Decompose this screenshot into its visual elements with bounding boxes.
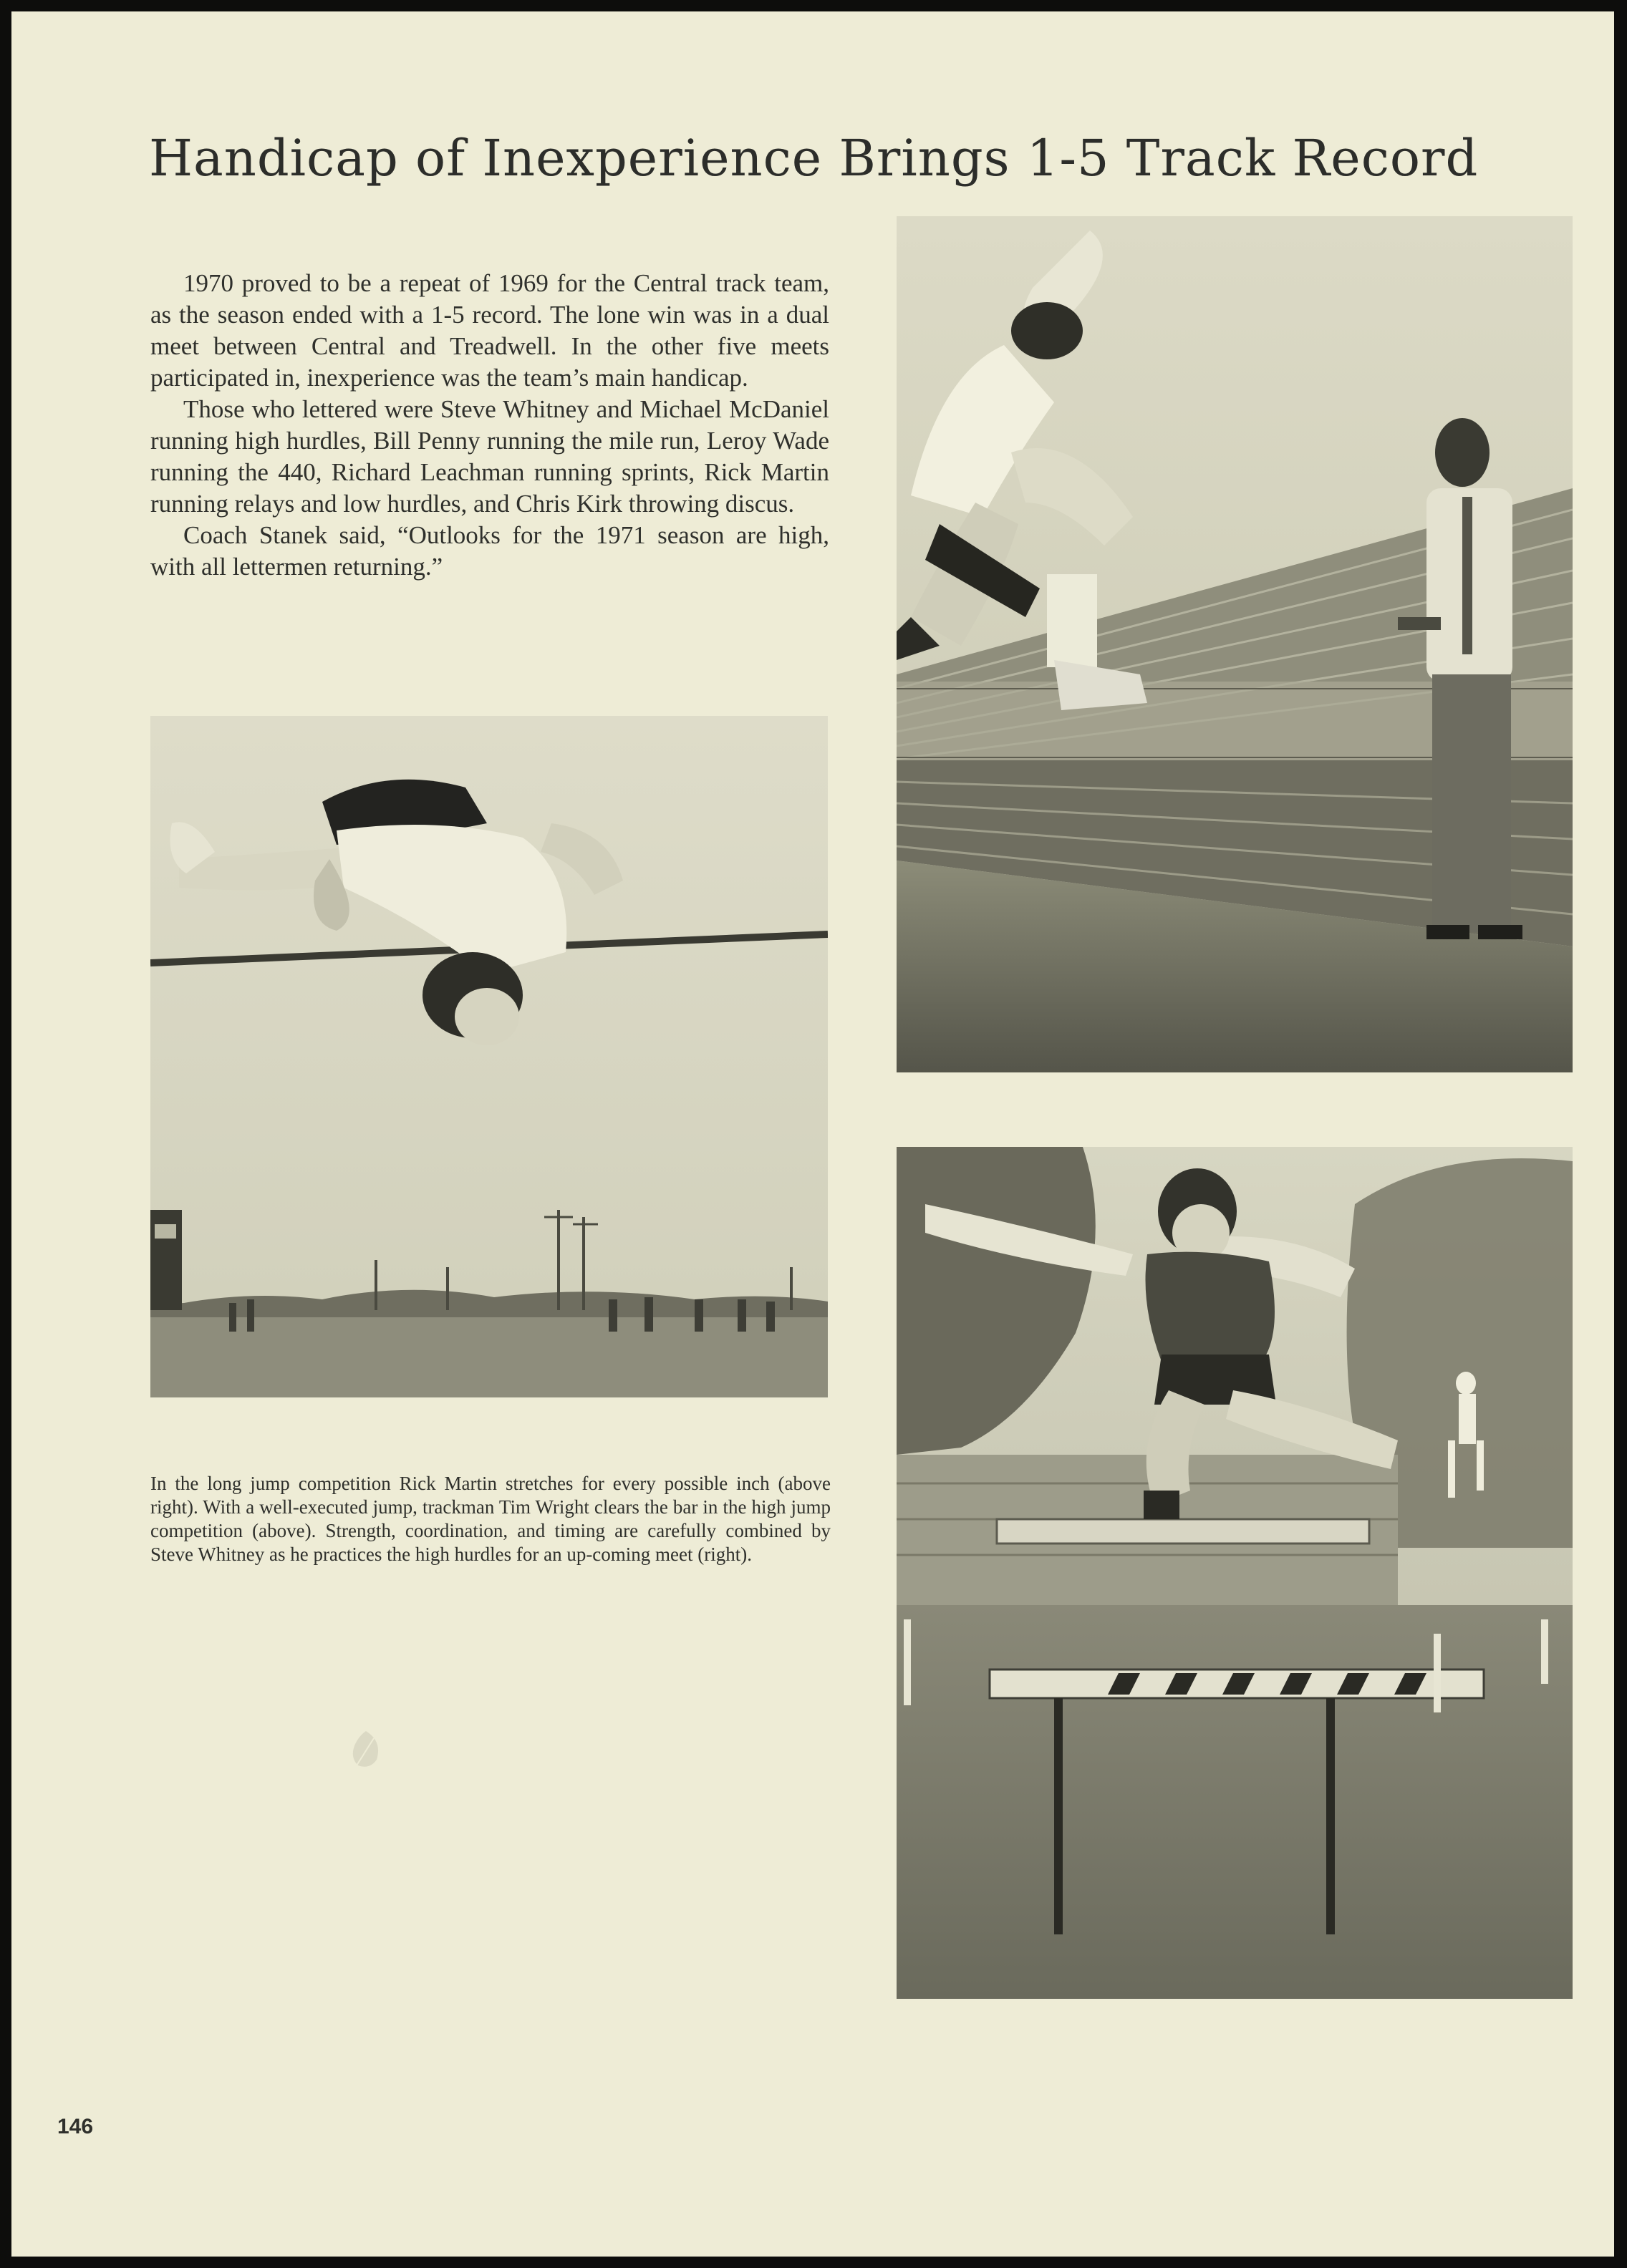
- photo-caption: In the long jump competition Rick Martin stretches for every possible inch (above right). With a well-executed jump, trackman Tim Wright clears the bar in the high jump competition (above). Strength, coordination, and timing are carefully combined by Steve Whitney as he practices the high hurdles for an up-coming meet (right).: [150, 1473, 831, 1565]
- long-jump-photo-illustration: [897, 216, 1573, 1072]
- long-jump-photo: [897, 216, 1573, 1072]
- high-jump-photo-illustration: [150, 716, 828, 1397]
- page-title: Handicap of Inexperience Brings 1-5 Track Record: [149, 129, 1479, 188]
- article-paragraph: 1970 proved to be a repeat of 1969 for the Central track team, as the season ended with a 1-5 record. The lone win was in a dual meet between Central and Treadwell. In the other five meets participated in, inexperience was the team’s main handicap.: [150, 269, 829, 392]
- article-paragraph: Coach Stanek said, “Outlooks for the 1971 season are high, with all lettermen returning.”: [150, 521, 829, 581]
- yearbook-page: [11, 11, 1614, 2257]
- leaf-watermark-icon: [348, 1728, 384, 1771]
- page-number: 146: [57, 2115, 94, 2138]
- hurdles-photo-illustration: [897, 1147, 1573, 1999]
- high-jump-photo: [150, 716, 828, 1397]
- hurdles-photo: [897, 1147, 1573, 1999]
- article-body: [150, 268, 829, 583]
- article-paragraph: Those who lettered were Steve Whitney and Michael McDaniel running high hurdles, Bill Penny running the mile run, Leroy Wade running the 440, Richard Leachman running sprints, Rick Martin running relays and low hurdles, and Chris Kirk throwing discus.: [150, 395, 829, 518]
